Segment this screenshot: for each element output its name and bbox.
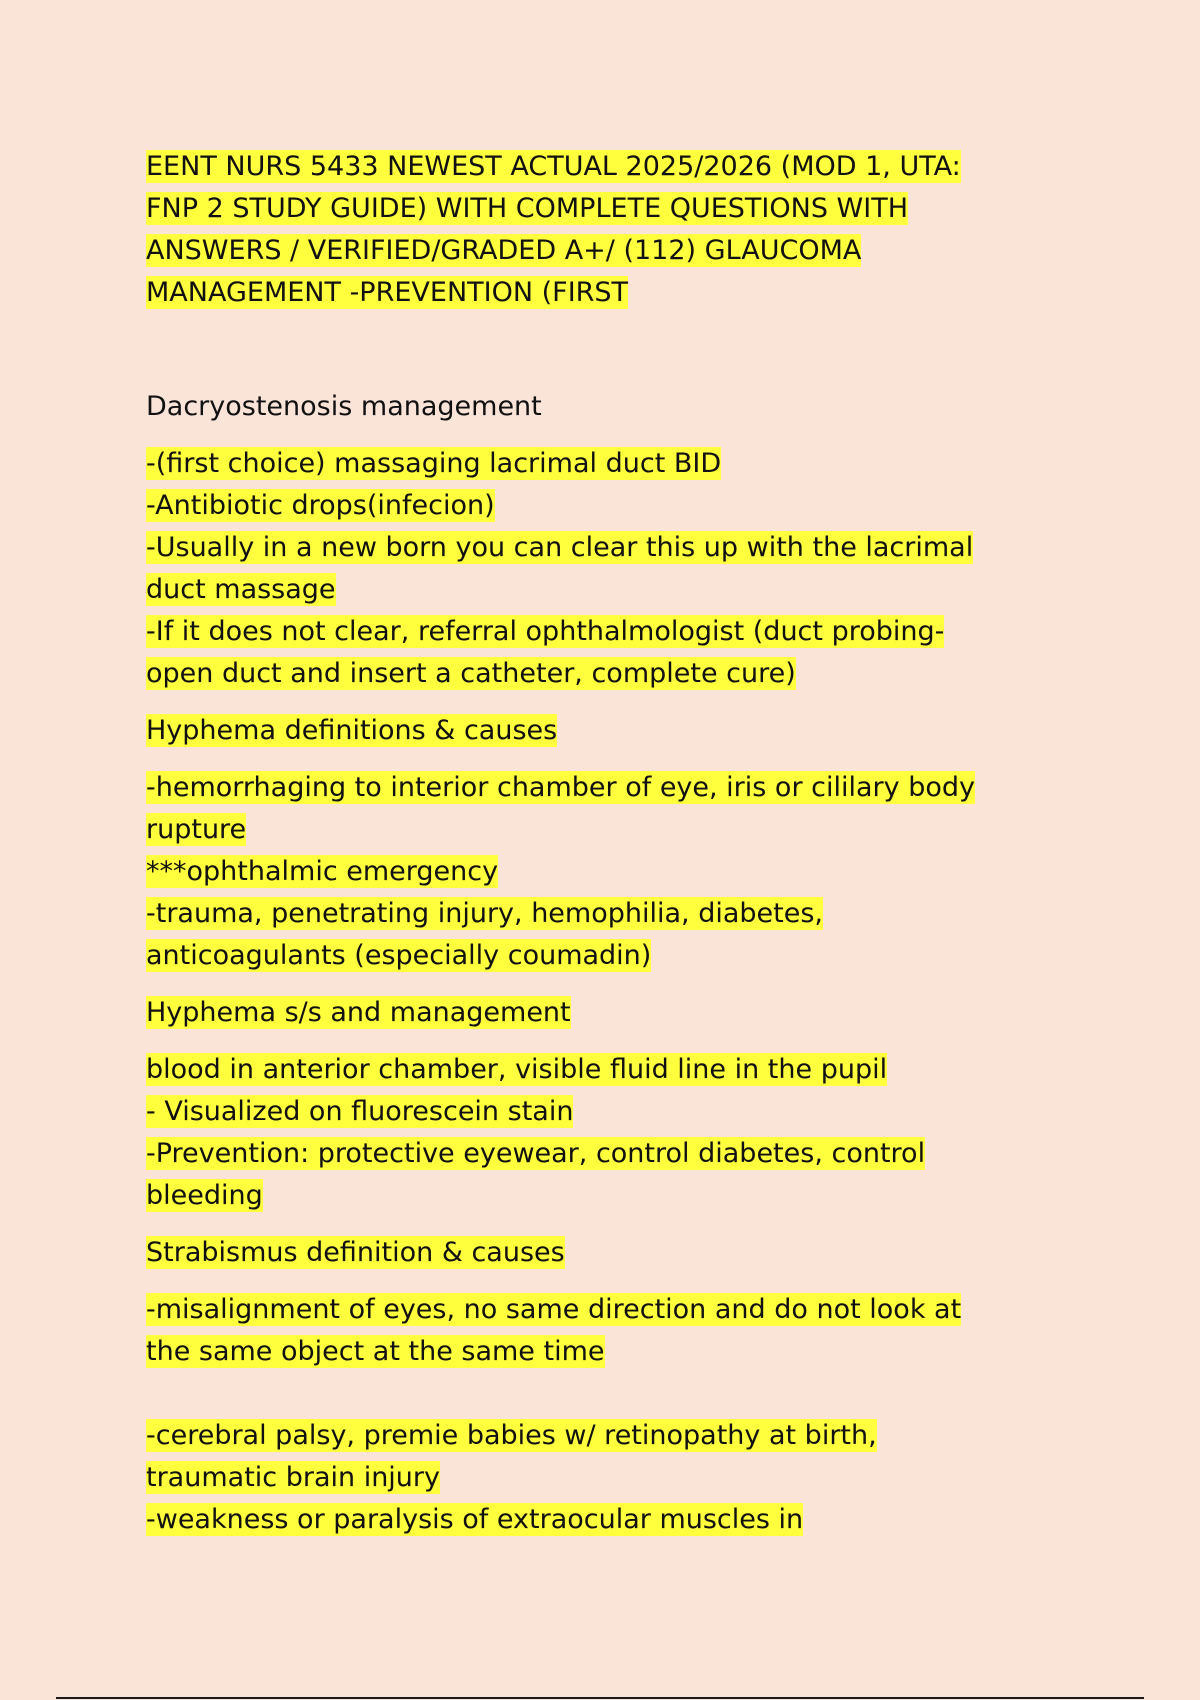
question-hyphema-management: Hyphema s/s and management (146, 997, 571, 1028)
answer-strabismus (146, 1289, 1046, 1373)
answer-line: -hemorrhaging to interior chamber of eye, iris or cililary body (146, 772, 975, 803)
answer-line: the same object at the same time (146, 1336, 605, 1367)
answer-line: -Usually in a new born you can clear this up with the lacrimal (146, 532, 974, 563)
answer-line: -misalignment of eyes, no same direction and do not look at (146, 1294, 962, 1325)
answer-line: -weakness or paralysis of extraocular muscles in (146, 1504, 804, 1535)
title-line: EENT NURS 5433 NEWEST ACTUAL 2025/2026 (MOD 1, UTA: (146, 151, 961, 182)
answer-dacryostenosis (146, 443, 1046, 695)
answer-line: rupture (146, 814, 247, 845)
answer-line: - Visualized on fluorescein stain (146, 1096, 574, 1127)
answer-line: -Prevention: protective eyewear, control diabetes, control (146, 1138, 926, 1169)
answer-line: duct massage (146, 574, 336, 605)
answer-line: -cerebral palsy, premie babies w/ retinopathy at birth, (146, 1420, 877, 1451)
bottom-divider (56, 1697, 1144, 1699)
answer-line: anticoagulants (especially coumadin) (146, 940, 652, 971)
answer-hyphema-definitions (146, 767, 1046, 977)
answer-line: -If it does not clear, referral ophthalmologist (duct probing- (146, 616, 945, 647)
answer-line: traumatic brain injury (146, 1462, 440, 1493)
question-strabismus: Strabismus definition & causes (146, 1237, 565, 1268)
document-title (146, 146, 1046, 314)
question-dacryostenosis: Dacryostenosis management (146, 391, 542, 422)
answer-line: -trauma, penetrating injury, hemophilia, diabetes, (146, 898, 823, 929)
answer-strabismus-causes (146, 1415, 1046, 1541)
document-page (146, 146, 1046, 1541)
answer-line: -(first choice) massaging lacrimal duct BID (146, 448, 722, 479)
answer-line: ***ophthalmic emergency (146, 856, 499, 887)
title-line: MANAGEMENT -PREVENTION (FIRST (146, 277, 629, 308)
answer-line: blood in anterior chamber, visible fluid line in the pupil (146, 1054, 888, 1085)
answer-line: bleeding (146, 1180, 263, 1211)
question-hyphema-definitions: Hyphema definitions & causes (146, 715, 558, 746)
answer-hyphema-management (146, 1049, 1046, 1217)
title-line: ANSWERS / VERIFIED/GRADED A+/ (112) GLAUCOMA (146, 235, 862, 266)
answer-line: -Antibiotic drops(infecion) (146, 490, 495, 521)
title-line: FNP 2 STUDY GUIDE) WITH COMPLETE QUESTIONS WITH (146, 193, 908, 224)
answer-line: open duct and insert a catheter, complete cure) (146, 658, 796, 689)
